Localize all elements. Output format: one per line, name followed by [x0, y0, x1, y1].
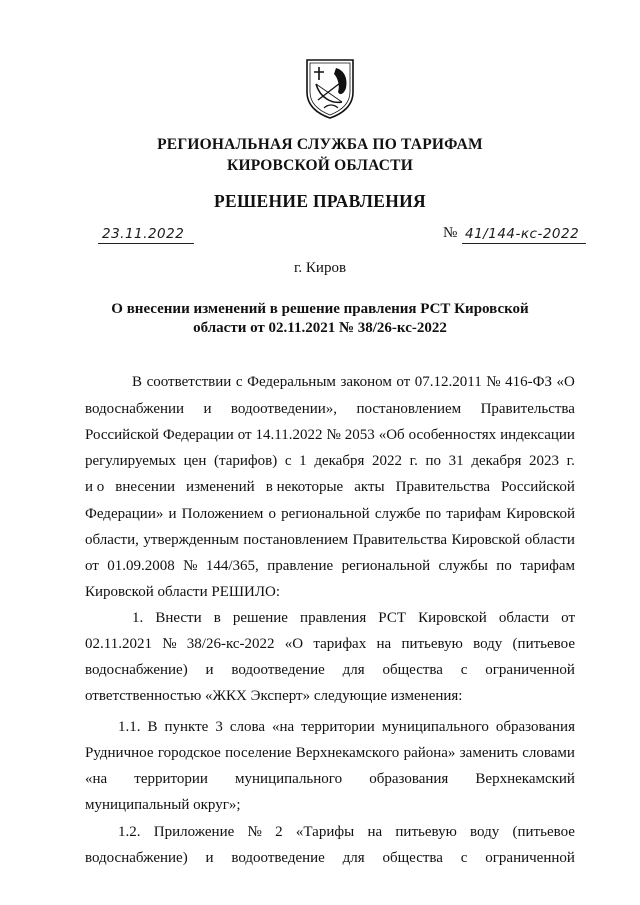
body-word: региональной	[341, 558, 431, 574]
body-word: г.	[409, 453, 418, 469]
body-word: 31	[448, 453, 464, 469]
body-word: водоснабжении	[85, 401, 185, 417]
body-word: воду	[473, 636, 503, 652]
body-word: службе	[374, 506, 421, 522]
number-underline	[462, 243, 586, 244]
body-word: 1	[299, 453, 307, 469]
body-word: «Об	[378, 427, 405, 443]
body-word: Российской	[85, 427, 159, 443]
body-word: и	[205, 662, 214, 678]
body-word: Правительства	[352, 532, 448, 548]
body-word: от	[85, 558, 99, 574]
organization-name-line2: КИРОВСКОЙ ОБЛАСТИ	[227, 157, 413, 174]
body-word: по	[425, 506, 442, 522]
body-word: 02.11.2021	[85, 636, 152, 652]
body-word: 1.1.	[118, 719, 141, 735]
body-word: ограниченной	[485, 850, 575, 866]
body-word: службы	[438, 558, 488, 574]
body-word: 2053	[344, 427, 375, 443]
body-word: декабря	[471, 453, 522, 469]
body-word: г.	[566, 453, 575, 469]
body-word: внесении	[115, 479, 176, 495]
body-word: тарифам	[446, 506, 502, 522]
body-word: и	[205, 850, 214, 866]
body-word: «О	[556, 374, 575, 390]
body-word: с	[460, 662, 468, 678]
body-word: 2022	[372, 453, 402, 469]
body-word: Кировской	[418, 610, 487, 626]
body-word: муниципального	[381, 719, 489, 735]
body-word: Приложение	[153, 824, 235, 840]
body-word: питьевую	[395, 824, 457, 840]
body-word: «на	[271, 719, 295, 735]
body-word: по	[496, 558, 512, 574]
body-word: общества	[382, 662, 443, 678]
body-word: с	[235, 374, 243, 390]
decision-number: 41/144-кс-2022	[465, 226, 580, 242]
body-word: с	[460, 850, 468, 866]
body-word: (питьевое	[512, 636, 575, 652]
body-word: региональной	[281, 506, 370, 522]
body-word: 14.11.2022	[255, 427, 323, 443]
body-word: Рудничное	[85, 745, 154, 761]
date-underline	[98, 243, 194, 244]
body-line	[85, 771, 575, 788]
body-word: муниципальный округ»;	[85, 797, 241, 813]
body-word: водоотведение	[231, 662, 325, 678]
body-word: образования	[369, 771, 449, 787]
body-word: 1.	[132, 610, 144, 626]
body-line	[85, 506, 575, 523]
body-word: водоснабжение)	[85, 850, 188, 866]
body-word: 01.09.2008	[107, 558, 175, 574]
number-sign: №	[443, 225, 458, 241]
body-word: слова	[229, 719, 265, 735]
body-word: от	[561, 610, 575, 626]
body-word: В	[147, 719, 158, 735]
subject-line1: О внесении изменений в решение правления РСТ Кировской	[111, 301, 529, 317]
body-line	[85, 479, 575, 496]
body-word: 1.2.	[118, 824, 141, 840]
body-word: на	[376, 636, 392, 652]
body-word: решение	[232, 610, 288, 626]
body-word: постановлением	[356, 401, 462, 417]
body-word: заменить	[459, 745, 518, 761]
body-word: на	[367, 824, 383, 840]
body-word: «на	[85, 771, 108, 787]
body-line	[85, 401, 575, 418]
body-word: тарифам	[520, 558, 575, 574]
body-word: 07.12.2011	[414, 374, 482, 390]
body-word: Кировской области РЕШИЛО:	[85, 584, 281, 600]
body-word: утвержденным	[143, 532, 239, 548]
body-word: постановлением	[243, 532, 349, 548]
body-word: образования	[495, 719, 575, 735]
body-word: Федерации	[162, 427, 234, 443]
body-word: района»	[403, 745, 456, 761]
body-word: 2	[275, 824, 283, 840]
body-word: 416-ФЗ	[505, 374, 552, 390]
body-word: (тарифов)	[214, 453, 278, 469]
body-line	[118, 719, 575, 736]
body-word: области,	[85, 532, 139, 548]
body-line	[85, 427, 575, 444]
body-word: общества	[382, 850, 443, 866]
body-word: Федеральным	[247, 374, 336, 390]
body-word: РСТ	[378, 610, 406, 626]
body-word: с	[284, 453, 292, 469]
body-word: соответствии	[146, 374, 232, 390]
body-word: поселение	[225, 745, 292, 761]
body-word: от	[396, 374, 411, 390]
body-word: водоснабжение)	[85, 662, 188, 678]
body-word: и о	[85, 479, 105, 495]
body-line	[132, 610, 575, 627]
body-word: Кировской	[451, 532, 521, 548]
body-line	[85, 453, 575, 470]
body-word: (питьевое	[512, 824, 575, 840]
body-word: от	[237, 427, 252, 443]
body-line	[85, 745, 575, 762]
body-word: словами	[522, 745, 575, 761]
city: г. Киров	[293, 260, 347, 276]
body-word: по	[425, 453, 442, 469]
body-line	[85, 636, 575, 653]
body-word: №	[486, 374, 501, 390]
body-word: и	[168, 506, 177, 522]
body-word: ограниченной	[485, 662, 575, 678]
body-line	[85, 558, 575, 575]
body-word: воду	[470, 824, 500, 840]
body-word: Верхнекамский	[475, 771, 575, 787]
body-word: особенностях	[408, 427, 497, 443]
body-line	[118, 824, 575, 841]
body-word: тарифах	[313, 636, 367, 652]
body-word: для	[342, 662, 365, 678]
decision-date: 23.11.2022	[102, 226, 185, 242]
body-word: 3	[215, 719, 223, 735]
body-word: 144/365,	[205, 558, 259, 574]
body-word: Правительства	[395, 479, 491, 495]
body-word: №	[162, 636, 177, 652]
body-word: территории	[134, 771, 208, 787]
subject-line2: области от 02.11.2021 № 38/26-кс-2022	[193, 320, 447, 336]
body-word: «О	[284, 636, 304, 652]
body-word: Российской	[501, 479, 575, 495]
body-word: питьевую	[401, 636, 463, 652]
body-word: Кировской	[506, 506, 575, 522]
body-line	[132, 374, 575, 391]
body-word: муниципального	[235, 771, 343, 787]
body-word: Правительства	[480, 401, 575, 417]
body-word: индексации	[500, 427, 575, 443]
coat-of-arms-icon	[304, 58, 356, 120]
body-word: Положением	[181, 506, 264, 522]
body-word: правление	[267, 558, 334, 574]
body-word: Федерации»	[85, 506, 164, 522]
body-word: акты	[354, 479, 385, 495]
body-word: №	[326, 427, 341, 443]
body-word: правления	[300, 610, 367, 626]
document-type-title: РЕШЕНИЕ ПРАВЛЕНИЯ	[214, 191, 426, 211]
body-word: городское	[157, 745, 221, 761]
body-line	[85, 532, 575, 549]
body-word: и	[203, 401, 212, 417]
decision-subject	[80, 300, 560, 338]
body-word: №	[247, 824, 262, 840]
body-word: «Тарифы	[295, 824, 355, 840]
body-word: регулируемых	[85, 453, 176, 469]
body-word: территории	[301, 719, 375, 735]
organization-name-line1: РЕГИОНАЛЬНАЯ СЛУЖБА ПО ТАРИФАМ	[157, 136, 483, 153]
body-word: области	[498, 610, 550, 626]
body-word: 2023	[529, 453, 559, 469]
body-word: В	[132, 374, 143, 390]
body-word: Верхнекамского	[295, 745, 400, 761]
body-word: Внести	[155, 610, 202, 626]
body-line	[85, 688, 575, 705]
body-word: водоотведении»,	[230, 401, 338, 417]
body-line	[85, 584, 575, 601]
body-word: области	[524, 532, 575, 548]
body-word: изменений	[186, 479, 255, 495]
body-word: в некоторые	[265, 479, 344, 495]
body-word: 38/26-кс-2022	[186, 636, 275, 652]
body-word: ответственностью «ЖКХ Эксперт» следующие изменения:	[85, 688, 463, 704]
body-line	[85, 850, 575, 867]
body-word: о	[268, 506, 277, 522]
body-word: пункте	[164, 719, 209, 735]
body-word: для	[342, 850, 365, 866]
body-word: №	[183, 558, 198, 574]
body-line	[85, 662, 575, 679]
body-word: законом	[340, 374, 392, 390]
body-word: декабря	[314, 453, 365, 469]
body-word: в	[213, 610, 221, 626]
body-line	[85, 797, 575, 814]
body-word: цен	[183, 453, 207, 469]
body-word: водоотведение	[231, 850, 325, 866]
